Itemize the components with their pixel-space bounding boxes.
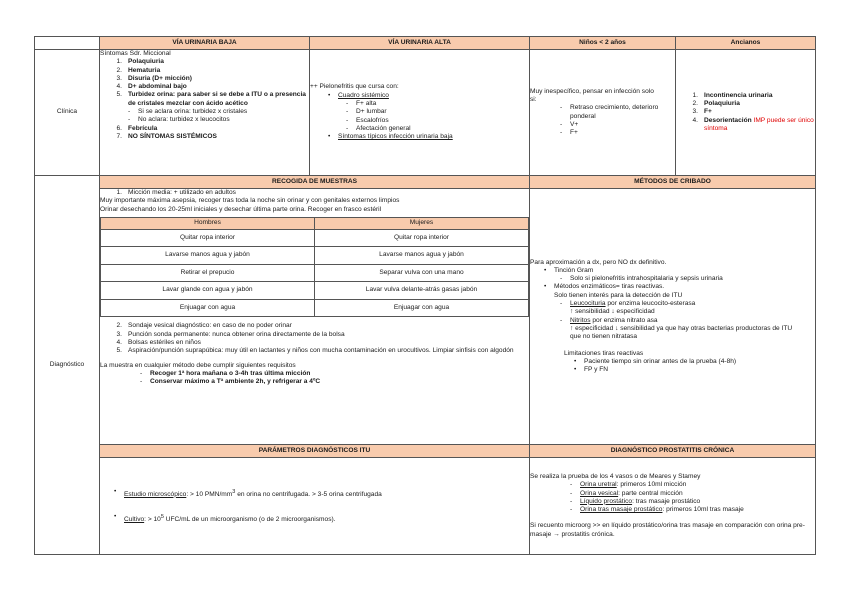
clinica-alta-cell: ++ Pielonefritis que cursa con: • Cuadro sistémico - F+ alta - D+ lumbar - Escalofríos - Afectación general • Síntomas típicos infección urinaria baja <box>310 50 530 176</box>
clinica-baja-cell: Síntomas Sdr. Miccional 1. Polaquiuria 2. Hematuria 3. Disuria (D+ micción) 4. D+ abdominal bajo 5. Turbidez orina: para saber si se debe a ITU o a presencia de cristales mezclar con ácido acético - Si se aclara orina: turbidez x cristales - No aclara: turbidez x leucocitos 6. Febrícula 7. NO SÍNTOMAS SISTÉMICOS <box>100 50 310 176</box>
table-cell: Enjuagar con agua <box>315 299 529 317</box>
limitacion-item: FP y FN <box>584 366 609 374</box>
vaso-item: Orina vesical <box>580 489 619 497</box>
header-prostatitis: DIAGNÓSTICO PROSTATITIS CRÓNICA <box>530 445 816 458</box>
gram-sub: Solo si pielonefritis intrahospitalaria y sepsis urinaria <box>570 275 723 283</box>
requisitos-intro: La muestra en cualquier método debe cumplir siguientes requisitos <box>100 361 296 369</box>
recogida-item: Micción media: + utilizado en adultos <box>128 189 236 196</box>
table-cell: Quitar ropa interior <box>315 229 529 247</box>
itu-summary-table <box>34 36 816 555</box>
notes-page <box>34 36 815 558</box>
recogida-item: Bolsas estériles en niños <box>128 338 201 346</box>
col-mujeres: Mujeres <box>315 217 529 229</box>
sintomas-tipicos: Síntomas típicos infección urinaria baja <box>338 133 453 141</box>
symptom-item: Incontinencia urinaria <box>704 91 773 99</box>
vaso-item: Líquido prostático <box>580 497 633 505</box>
header-cribado: MÉTODOS DE CRIBADO <box>530 176 816 189</box>
hombres-mujeres-table <box>100 217 529 318</box>
header-ninos: Niños < 2 años <box>530 37 676 50</box>
symptom-item: Desorientación <box>704 116 752 124</box>
cribado-intro: Para aproximación a dx, pero NO dx definitivo. <box>530 258 667 266</box>
prostatitis-conclusion: Si recuento microorg >> en líquido prostático/orina tras masaje en comparación con orina pre-masaje → prostatitis crónica. <box>530 522 805 538</box>
recogida-item: Punción sonda permanente: nunca obtener orina directamente de la bolsa <box>128 330 345 338</box>
tincion-gram: Tinción Gram <box>554 266 594 274</box>
sub-item: Si se aclara orina: turbidez x cristales <box>138 108 248 116</box>
requisito-item: Conservar máximo a Tª ambiente 2h, y refrigerar a 4ºC <box>150 378 321 386</box>
recogida-item: Aspiración/punción suprapúbica: muy útil en lactantes y niños con mucha contaminación en urocultivos. Limpiar sinfisis con algodón <box>128 347 514 355</box>
symptom-item: NO SÍNTOMAS SISTÉMICOS <box>128 132 217 140</box>
table-cell: Enjuagar con agua <box>101 299 315 317</box>
imp-note: IMP puede ser único síntoma <box>704 116 814 132</box>
recogida-cell: 1. Micción media: + utilizado en adultos Muy importante máxima asepsia, recoger tras toda la noche sin orinar y con genitales externos limpios Orinar desechando los 20-25ml iniciales y desechar última parte orina. Recoger en frasco estéril Hombres Mujeres Quitar ropa interior Quitar ropa interior Lavarse manos agua y jabón Lavarse manos agua y jabón Retirar el prepucio Separar vulva con una mano Lavar glande con agua y jabón Lavar vulva delante-atrás gasas jabón Enjuagar con agua Enjuagar con agua 2. Sondaje vesical diagnóstico: en caso de no poder orinar 3. Punción sonda permanente: nunca obtener orina directamente de la bolsa 4. Bolsas estériles en niños 5. Aspiración/punción suprapúbica: muy útil en lactantes y niños con mucha contaminación en urocultivos. Limpiar sinfisis con algodón La muestra en cualquier método debe cumplir siguientes requisitos - Recoger 1ª hora mañana o 3-4h tras última micción - Conservar máximo a Tª ambiente 2h, y refrigerar a 4ºC <box>100 189 530 445</box>
header-ancianos: Ancianos <box>676 37 816 50</box>
table-cell: Lavarse manos agua y jabón <box>315 247 529 265</box>
pielonefritis-intro: ++ Pielonefritis que cursa con: <box>310 83 399 91</box>
symptom-item: Febrícula <box>128 124 158 132</box>
header-via-baja: VÍA URINARIA BAJA <box>100 37 310 50</box>
limitacion-item: Paciente tiempo sin orinar antes de la prueba (4-8h) <box>584 357 737 365</box>
col-hombres: Hombres <box>101 217 315 229</box>
corner-cell <box>35 37 100 50</box>
sub-item: No aclara: turbidez x leucocitos <box>138 116 230 124</box>
recogida-p1: Muy importante máxima asepsia, recoger tras toda la noche sin orinar y con genitales externos limpios <box>100 197 400 205</box>
leucocituria: Leucocituria <box>570 300 606 308</box>
symptom-item: Polaquiuria <box>128 58 164 66</box>
sindrome-title: Síntomas Sdr. Miccional <box>100 50 171 57</box>
enz-intro: Solo tienen interés para la detección de ITU <box>554 291 683 299</box>
sub-item: F+ alta <box>356 100 377 108</box>
leuco-detail: ↑ sensibilidad ↓ especificidad <box>570 308 655 316</box>
symptom-item: Polaquiuria <box>704 100 740 108</box>
nitritos: Nitritos <box>570 316 591 324</box>
table-cell: Lavarse manos agua y jabón <box>101 247 315 265</box>
limitaciones-title: Limitaciones tiras reactivas <box>564 349 644 357</box>
clinica-ancianos-cell: 1. Incontinencia urinaria 2. Polaquiuria 3. F+ 4. Desorientación IMP puede ser único síntoma <box>676 50 816 176</box>
recogida-p2: Orinar desechando los 20-25ml iniciales y desechar última parte orina. Recoger en frasco estéril <box>100 205 382 213</box>
cribado-cell: Para aproximación a dx, pero NO dx definitivo. • Tinción Gram - Solo si pielonefritis intrahospitalaria y sepsis urinaria • Métodos enzimáticos= tiras reactivas. Solo tienen interés para la detección de ITU - Leucocituria por enzima leucocito-esterasa ↑ sensibilidad ↓ especificidad - Nitritos por enzima nitrato asa ↑ especificidad ↓ sensibilidad ya que hay otras bacterias productoras de ITU que no tienen nitratasa Limitaciones tiras reactivas • Paciente tiempo sin orinar antes de la prueba (4-8h) • FP y FN <box>530 189 816 445</box>
table-cell: Lavar glande con agua y jabón <box>101 282 315 300</box>
table-cell: Quitar ropa interior <box>101 229 315 247</box>
symptom-item: Disuria (D+ micción) <box>128 74 192 82</box>
table-cell: Lavar vulva delante-atrás gasas jabón <box>315 282 529 300</box>
header-parametros: PARÁMETROS DIAGNÓSTICOS ITU <box>100 445 530 458</box>
prostatitis-cell: Se realiza la prueba de los 4 vasos o de Meares y Stamey - Orina uretral: primeros 10ml micción - Orina vesical: parte central micción - Líquido prostático: tras masaje prostático - Orina tras masaje prostático: primeros 10ml tras masaje Si recuento microorg >> en líquido prostático/orina tras masaje en comparación con orina pre-masaje → prostatitis crónica. <box>530 458 816 555</box>
symptom-item: D+ abdominal bajo <box>128 83 187 91</box>
parametros-cell: • Estudio microscópico: > 10 PMN/$mm^3$ en orina no centrifugada. > 3-5 orina centrifugada • Cultivo: > $10^5$ UFC/mL de un microorganismo (o de 2 microorganismos). <box>100 458 530 555</box>
sub-item: F+ <box>570 129 578 137</box>
sub-item: D+ lumbar <box>356 108 387 116</box>
ninos-intro: Muy inespecífico, pensar en infección solo si: <box>530 87 654 103</box>
header-via-alta: VÍA URINARIA ALTA <box>310 37 530 50</box>
row-label-clinica: Clínica <box>35 50 100 176</box>
vaso-item: Orina uretral <box>580 481 617 489</box>
table-cell: Separar vulva con una mano <box>315 264 529 282</box>
nitr-detail: ↑ especificidad ↓ sensibilidad ya que hay otras bacterias productoras de ITU que no tienen nitratasa <box>570 324 793 341</box>
table-cell: Retirar el prepucio <box>101 264 315 282</box>
cultivo: Cultivo <box>124 516 145 524</box>
cuadro-sistemico: Cuadro sistémico <box>338 91 389 99</box>
symptom-item: F+ <box>704 108 712 116</box>
prostatitis-intro: Se realiza la prueba de los 4 vasos o de Meares y Stamey <box>530 472 701 480</box>
clinica-ninos-cell: Muy inespecífico, pensar en infección solo si: - Retraso crecimiento, deterioro ponderal - V+ - F+ <box>530 50 676 176</box>
row-label-diagnostico: Diagnóstico <box>35 176 100 555</box>
header-recogida: RECOGIDA DE MUESTRAS <box>100 176 530 189</box>
sub-item: Afectación general <box>356 124 411 132</box>
sub-item: V+ <box>570 120 579 128</box>
symptom-item: Turbidez orina: para saber si se debe a ITU o a presencia de cristales mezclar con ácido acético <box>128 91 306 107</box>
recogida-item: Sondaje vesical diagnóstico: en caso de no poder orinar <box>128 322 292 330</box>
sub-item: Escalofríos <box>356 116 389 124</box>
estudio-microscopico: Estudio microscópico <box>124 490 187 498</box>
vaso-item: Orina tras masaje prostático <box>580 506 663 514</box>
sub-item: Retraso crecimiento, deterioro ponderal <box>570 104 659 120</box>
symptom-item: Hematuria <box>128 66 161 74</box>
requisito-item: Recoger 1ª hora mañana o 3-4h tras última micción <box>150 369 311 377</box>
metodos-enzimaticos: Métodos enzimáticos= tiras reactivas. <box>554 283 665 291</box>
